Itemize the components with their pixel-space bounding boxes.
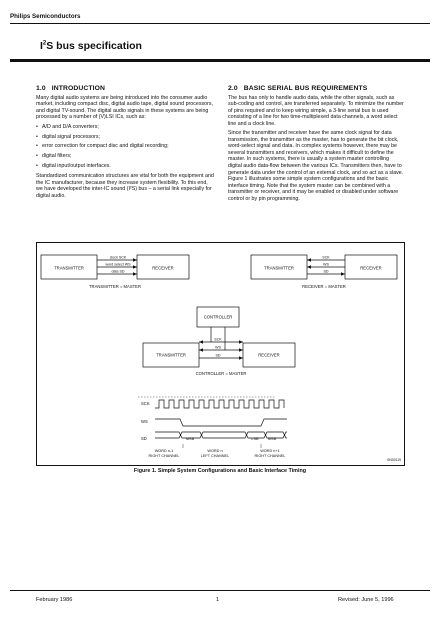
ws-timing-label: WS <box>141 419 148 424</box>
figure-reference: SN00119 <box>387 458 401 462</box>
section-bus-requirements <box>228 86 404 205</box>
sck-label: SCK <box>322 255 330 260</box>
sd-timing-label: SD <box>141 436 147 441</box>
list-item: • digital input/output interfaces. <box>36 163 214 170</box>
figure-frame <box>36 242 405 466</box>
word-n-label: WORD n <box>207 449 223 453</box>
list-item: • digital filters; <box>36 153 214 160</box>
transmitter-label: TRANSMITTER <box>264 265 294 271</box>
receiver-master-label: RECEIVER = MASTER <box>302 284 346 289</box>
msb-label: MSB <box>185 437 195 441</box>
right-channel-label: RIGHT CHANNEL <box>254 454 286 458</box>
ws-waveform <box>155 419 287 426</box>
word-n-plus-1-label: WORD n+1 <box>260 449 280 453</box>
ic-list <box>36 124 214 170</box>
ws-label: WS <box>323 262 329 267</box>
transmitter-label: TRANSMITTER <box>156 352 186 358</box>
page-number: 1 <box>216 597 220 603</box>
word-n-minus-1-label: WORD n-1 <box>154 449 174 453</box>
requirements-paragraph-1: The bus has only to handle audio data, while the other signals, such as sub-coding and control, are transferred separately. To minimize the number of pins required and to keep wiring simple, a 3-line serial bus is used consisting of a line for two time-multiplexed data channels, a word select line and a clock line. <box>228 94 404 127</box>
data-sd-label: data SD <box>111 269 125 274</box>
page-title: $I^2S$ bus specification <box>40 40 142 52</box>
receiver-label: RECEIVER <box>258 352 280 358</box>
word-select-label: word select WS <box>105 262 131 267</box>
controller-master-label: CONTROLLER = MASTER <box>195 371 247 376</box>
receiver-label: RECEIVER <box>152 265 174 271</box>
company-name: Philips Semiconductors <box>10 13 81 20</box>
list-item: • error correction for compact disc and digital recording; <box>36 143 214 150</box>
sck-timing-label: SCK <box>141 401 150 406</box>
ws-label: WS <box>215 345 221 350</box>
intro-paragraph-1: Many digital audio systems are being introduced into the consumer audio market, including compact disc, digital audio tape, digital sound processors, and digital TV-sound. The digital audio signals in these systems are being processed by a number of (V)LSI ICs, such as: <box>36 94 213 121</box>
sd-label: SD <box>323 269 329 274</box>
requirements-paragraph-2: Since the transmitter and receiver have the same clock signal for data transmission, the transmitter as the master, has to generate the bit clock, word-select signal and data. In complex systems however, there may be several transmitters and receivers, which makes it difficult to define the master. In such systems, there is usually a system master controlling digital audio data-flow between the various ICs. Transmitters then, have to generate data under the control of an external clock, and so act as a slave. Figure 1 illustrates some simple system configurations and the basic interface timing. Note that the system master can be combined with a transmitter or receiver, and it may be enabled or disabled under software control or by pin programming. <box>228 130 404 202</box>
left-channel-label: LEFT CHANNEL <box>200 454 230 458</box>
controller-label: CONTROLLER <box>203 314 233 320</box>
sck-label: SCK <box>214 337 222 342</box>
header-rule <box>10 23 430 24</box>
sck-waveform <box>155 400 284 408</box>
intro-paragraph-2: Standardized communication structures are vital for both the equipment and the IC manufacturer, because they increase system flexibility. To this end, we have developed the inter-IC sound (I²S) bus – a serial link especially for digital audio. <box>36 172 214 199</box>
figure-caption: Figure 1. Simple System Configurations and Basic Interface Timing <box>133 468 307 474</box>
right-channel-label: RIGHT CHANNEL <box>148 454 180 458</box>
footer-revision: Revised: June 5, 1996 <box>338 597 394 603</box>
section-heading-bus-requirements: 2.0 BASIC SERIAL BUS REQUIREMENTS <box>228 85 368 92</box>
lsb-label: LSB <box>251 437 259 441</box>
sd-label: SD <box>215 353 221 358</box>
title-rule <box>10 59 430 62</box>
list-item: • A/D and D/A converters; <box>36 124 214 131</box>
footer-rule <box>10 590 430 591</box>
section-introduction <box>36 86 214 202</box>
configuration-timing-diagram <box>37 243 404 465</box>
section-heading-introduction: 1.0 INTRODUCTION <box>36 85 106 92</box>
footer-date: February 1986 <box>36 597 73 603</box>
msb-label: MSB <box>267 437 277 441</box>
receiver-label: RECEIVER <box>360 265 382 271</box>
transmitter-label: TRANSMITTER <box>54 265 84 271</box>
transmitter-master-label: TRANSMITTER = MASTER <box>89 284 141 289</box>
list-item: • digital signal processors; <box>36 134 214 141</box>
clock-sck-label: clock SCK <box>109 255 127 260</box>
